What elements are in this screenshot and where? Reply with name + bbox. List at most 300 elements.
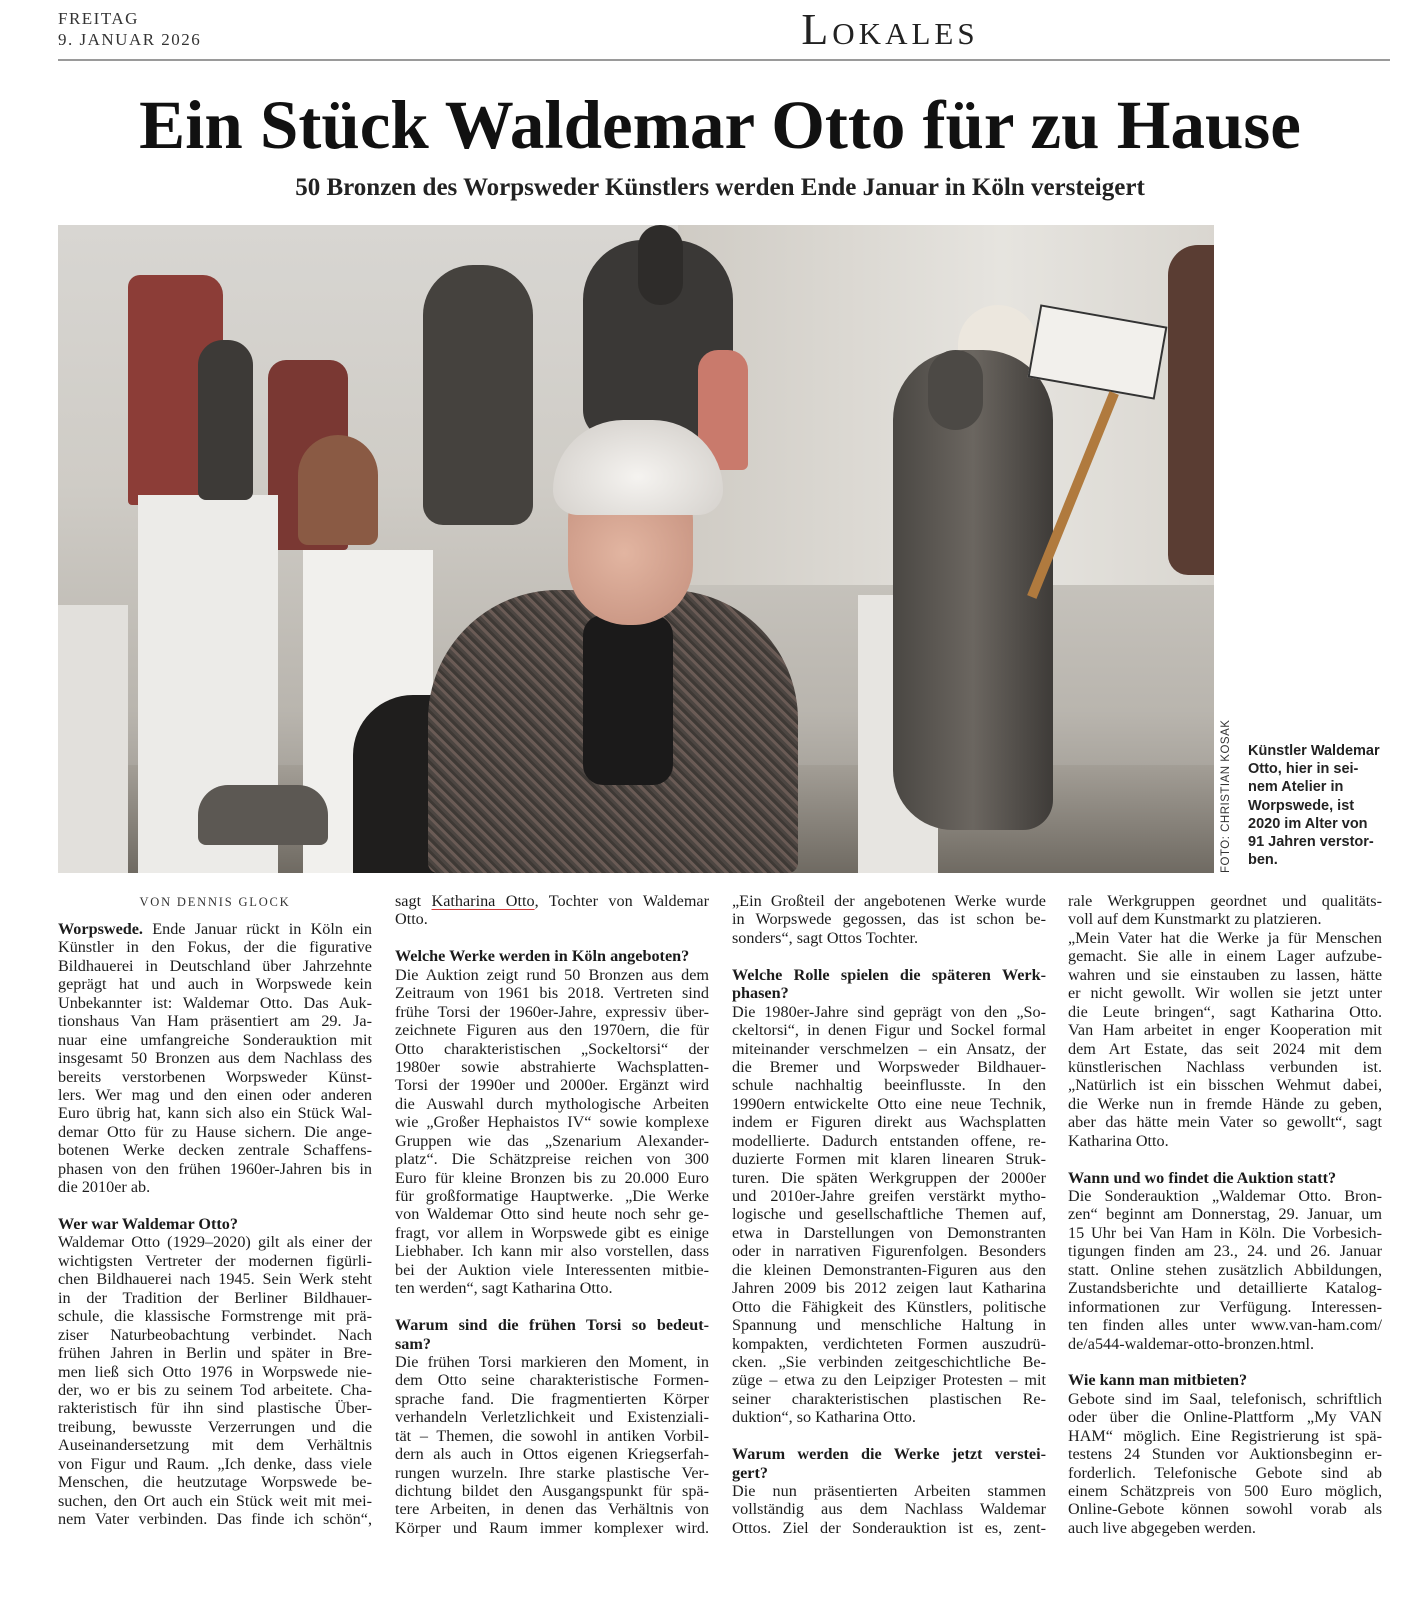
photo-sculpture-bust <box>298 435 378 545</box>
paragraph <box>732 1482 1046 1537</box>
text-segment: testens 24 Stunden vor Auktionsbeginn er- <box>1068 1445 1382 1464</box>
text-segment: die Werke nun in fremde Hände zu geben, <box>1068 1094 1382 1113</box>
text-segment: wahren und sie einstauben zu lassen, hätte <box>1068 965 1382 984</box>
text-segment: Jahren 2009 bis 2012 zeigen laut Katharina <box>732 1279 1046 1298</box>
paragraph-gap <box>732 1427 1046 1445</box>
text-line <box>395 984 709 1002</box>
photo-caption <box>1248 742 1380 869</box>
article-title: Ein Stück Waldemar Otto für zu Hause <box>139 87 1301 163</box>
text-segment: Euro für kleine Bronzen bis zu 20.000 Euro <box>395 1168 709 1187</box>
text-segment: gemacht. Sie alle in einem Lager aufzube- <box>1068 947 1382 966</box>
photo-plinth <box>58 605 128 873</box>
article-photo <box>58 225 1214 873</box>
text-segment: men ließ sich Otto 1976 in Worpswede nie- <box>58 1362 372 1381</box>
text-line <box>1068 1242 1382 1260</box>
paragraph <box>395 892 709 929</box>
text-segment: Die 1980er-Jahre sind geprägt von den „So- <box>732 1002 1046 1021</box>
text-line <box>395 1335 709 1353</box>
text-segment: vollständig aus dem Nachlass Waldemar <box>732 1500 1046 1519</box>
text-segment: die kleinen Demonstranten-Figuren aus den <box>732 1260 1046 1279</box>
text-line <box>732 1519 1046 1537</box>
text-segment: chen Bildhauerei nach 1945. Sein Werk steht <box>58 1270 372 1289</box>
text-segment: Wer war Waldemar Otto? <box>58 1215 238 1233</box>
text-segment: dichtung bildet den Ausgangspunkt für spä- <box>395 1482 709 1500</box>
text-line <box>58 1178 372 1196</box>
text-segment: von Waldemar Otto sind heute noch sehr ge- <box>395 1205 709 1224</box>
text-segment: Die nun präsentierten Arbeiten stammen <box>732 1482 1046 1500</box>
text-segment: ten werden“, sagt Katharina Otto. <box>395 1279 613 1298</box>
text-segment: Zeitraum von 1961 bis 2018. Vertreten sind <box>395 984 709 1003</box>
text-line <box>1068 1040 1382 1058</box>
text-line <box>395 1427 709 1445</box>
text-segment: indem er Figuren direkt aus Wachsplatten <box>732 1113 1046 1132</box>
text-line <box>58 1252 372 1270</box>
section-heading <box>732 1445 1046 1482</box>
text-segment: Auseinandersetzung mit dem Verhältnis <box>58 1436 372 1455</box>
text-segment: Spannung und menschliche Haltung in <box>732 1316 1046 1335</box>
text-line <box>395 1169 709 1187</box>
text-segment: Künstler in den Fokus, der die figurative <box>58 938 372 957</box>
text-line <box>1068 1205 1382 1223</box>
text-segment: Ende Januar rückt in Köln ein <box>142 920 372 938</box>
text-line <box>1068 1003 1382 1021</box>
caption-line: 2020 im Alter von <box>1248 815 1368 832</box>
text-line <box>395 1076 709 1094</box>
text-line <box>58 1068 372 1086</box>
text-line <box>1068 1169 1382 1187</box>
text-line <box>1068 966 1382 984</box>
text-line <box>395 1316 709 1334</box>
photo-artist-shirt <box>583 615 673 785</box>
text-line <box>732 1408 1046 1426</box>
text-line <box>1068 1335 1382 1353</box>
text-line <box>58 1289 372 1307</box>
text-line <box>395 1132 709 1150</box>
date: 9. JANUAR 2026 <box>58 30 202 49</box>
text-line <box>732 1076 1046 1094</box>
text-segment: schule, die klassische Formstrenge mit prä- <box>58 1307 372 1326</box>
text-segment: 1990ern entwickelte Otto eine neue Technik, <box>732 1094 1046 1113</box>
text-line <box>1068 1500 1382 1518</box>
section-heading <box>395 947 709 965</box>
text-segment: miteinander verschmelzen – ein Ansatz, der <box>732 1039 1046 1058</box>
text-line <box>1068 1390 1382 1408</box>
text-line <box>395 966 709 984</box>
paragraph-gap <box>395 929 709 947</box>
text-line <box>58 1455 372 1473</box>
text-line <box>732 1040 1046 1058</box>
text-segment: Die Sonderauktion „Waldemar Otto. Bron- <box>1068 1187 1382 1205</box>
text-segment: informationen zur Verfügung. Interessen- <box>1068 1297 1382 1316</box>
text-segment: von Figur und Raum. „Ich denke, dass viele <box>58 1454 372 1473</box>
text-line <box>58 1399 372 1417</box>
text-segment: die Bremer und Worpsweder Bildhauer- <box>732 1057 1046 1076</box>
text-line <box>732 1279 1046 1297</box>
text-segment: modellierte. Dadurch entstanden offene, re- <box>732 1131 1046 1150</box>
text-segment: züge – etwa zu den Leipziger Protesten – mit <box>732 1371 1046 1390</box>
text-line <box>1068 1261 1382 1279</box>
text-segment: suchen, den Ort auch ein Stück weit mit mei- <box>58 1491 372 1510</box>
text-segment: die 2010er ab. <box>58 1178 151 1197</box>
text-segment: 15 Uhr bei Van Ham in Köln. Die Vorbesich- <box>1068 1223 1382 1242</box>
text-line <box>58 1215 372 1233</box>
paragraph <box>58 1233 372 1528</box>
section-heading <box>395 1316 709 1353</box>
paragraph <box>1068 1390 1382 1538</box>
text-line <box>732 1390 1046 1408</box>
text-line <box>395 910 709 928</box>
text-segment: statt. Online stehen zusätzlich Abbildungen, <box>1068 1260 1382 1279</box>
caption-line: Künstler Waldemar <box>1248 743 1380 759</box>
text-segment: aber das hätte mein Vater so gewollt“, sagt <box>1068 1113 1382 1132</box>
text-line <box>732 1464 1046 1482</box>
text-segment: Zustandsberichte und detaillierte Katalog- <box>1068 1279 1382 1298</box>
text-segment: tionshaus Van Ham präsentiert am 29. Ja- <box>58 1012 372 1031</box>
text-segment: Welche Werke werden in Köln angeboten? <box>395 947 690 966</box>
text-line <box>58 1031 372 1049</box>
text-line <box>395 1482 709 1500</box>
article-column <box>732 892 1046 1537</box>
text-line <box>395 1519 709 1537</box>
text-segment: Otto charakteristischen „Sockeltorsi“ der <box>395 1039 709 1058</box>
text-line <box>395 1279 709 1297</box>
text-line <box>732 1371 1046 1389</box>
text-segment: geprägt hat und auch in Worpswede kein <box>58 975 372 994</box>
text-segment: frühe Torsi der 1960er-Jahre, expressiv über- <box>395 1002 709 1021</box>
text-line <box>732 929 1046 947</box>
text-segment: Online-Gebote können sowohl vorab als <box>1068 1500 1382 1519</box>
paragraph <box>395 966 709 1298</box>
text-segment: in der Tradition der Berliner Bildhauer- <box>58 1288 372 1307</box>
text-segment: bereits verstorbenen Worpsweder Künst- <box>58 1067 372 1086</box>
paragraph <box>732 892 1046 947</box>
text-segment: Ottos. Ziel der Sonderauktion ist es, zent- <box>732 1518 1046 1537</box>
text-segment: platz“. Die Schätzpreise reichen von 300 <box>395 1150 709 1169</box>
text-line <box>732 1445 1046 1463</box>
text-segment: Otto die Fähigkeit des Künstlers, politische <box>732 1297 1046 1316</box>
text-segment: botenen Werke decken zentrale Schaffens- <box>58 1141 372 1160</box>
text-line <box>1068 947 1382 965</box>
photo-sculpture-right-edge <box>1168 245 1214 575</box>
text-line <box>732 1058 1046 1076</box>
text-line <box>58 938 372 956</box>
text-segment: Warum sind die frühen Torsi so bedeut- <box>395 1316 709 1335</box>
text-line <box>58 1141 372 1159</box>
section-heading <box>58 1215 372 1233</box>
text-segment: fragt, vor allem in Worpswede gibt es einige <box>395 1223 709 1242</box>
text-segment: rale Werkgruppen geordnet und qualitäts- <box>1068 892 1382 910</box>
text-segment: er nicht gewollt. Wir wollen sie jetzt unter <box>1068 984 1382 1003</box>
text-line <box>1068 929 1382 947</box>
text-line <box>58 1160 372 1178</box>
text-line <box>395 1445 709 1463</box>
text-segment: Wie kann man mitbieten? <box>1068 1371 1248 1390</box>
text-line <box>58 1012 372 1030</box>
text-segment: wichtigsten Vertreter der modernen figürli- <box>58 1251 372 1270</box>
text-segment: die Auswahl durch mythologische Arbeiten <box>395 1094 709 1113</box>
text-line <box>1068 1371 1382 1389</box>
text-segment: zen“ beginnt am Donnerstag, 29. Januar, um <box>1068 1205 1382 1224</box>
text-line <box>395 1500 709 1518</box>
text-segment: lers. Wer mag und den einen oder anderen <box>58 1085 372 1104</box>
paragraph <box>58 920 372 1197</box>
text-line <box>732 1224 1046 1242</box>
text-segment: Menschen, die heutzutage Worpswede be- <box>58 1473 372 1492</box>
caption-line: Otto, hier in sei- <box>1248 761 1359 778</box>
text-line <box>58 1363 372 1381</box>
photo-sculpture-head <box>638 225 683 305</box>
text-segment: Warum werden die Werke jetzt verstei- <box>732 1445 1046 1464</box>
text-segment: Unbekannter ist: Waldemar Otto. Das Auk- <box>58 993 372 1012</box>
photo-credit: FOTO: CHRISTIAN KOSAK <box>1220 719 1232 873</box>
text-segment: turen. Die späten Werkgruppen der 2000er <box>732 1168 1046 1187</box>
text-segment: künstlerischen Nachlass verbunden ist. <box>1068 1057 1382 1076</box>
text-line <box>732 1187 1046 1205</box>
text-line <box>395 1058 709 1076</box>
text-line <box>732 892 1046 910</box>
text-segment: tät – Themen, die sowohl in antiken Vorbil- <box>395 1426 709 1445</box>
text-segment: sagt <box>395 892 432 910</box>
author-byline: VON DENNIS GLOCK <box>139 895 291 909</box>
text-line <box>395 947 709 965</box>
text-segment: Die frühen Torsi markieren den Moment, in <box>395 1352 709 1371</box>
text-line <box>732 1298 1046 1316</box>
caption-line: Worpswede, ist <box>1248 797 1355 814</box>
caption-line: 91 Jahren verstor- <box>1248 834 1374 851</box>
text-line <box>58 1436 372 1454</box>
text-segment: de/a544-waldemar-otto-bronzen.html. <box>1068 1334 1314 1353</box>
dateline: Worpswede. <box>58 920 143 938</box>
paragraph <box>395 1353 709 1537</box>
text-line <box>395 1371 709 1389</box>
text-segment: wie „Großer Hephaistos IV“ sowie komplexe <box>395 1113 709 1132</box>
text-segment: rungen wurzeln. Ihre starke plastische Ver- <box>395 1463 709 1482</box>
text-segment: Welche Rolle spielen die späteren Werk- <box>732 965 1046 984</box>
text-segment: tere Arbeiten, in denen das Verhältnis von <box>395 1500 709 1519</box>
text-segment: Katharina Otto. <box>1068 1131 1169 1150</box>
text-line <box>1068 1427 1382 1445</box>
text-segment: schule nachhaltig beeinflusste. In den <box>732 1076 1046 1095</box>
text-segment: demar Otto für zu Hause sichern. Die ange- <box>58 1122 372 1141</box>
text-line <box>732 1500 1046 1518</box>
text-segment: sam? <box>395 1334 431 1353</box>
photo-sculpture-figure-small <box>198 340 253 500</box>
paragraph <box>1068 929 1382 1150</box>
text-line <box>732 1353 1046 1371</box>
text-line <box>1068 910 1382 928</box>
text-line <box>58 1418 372 1436</box>
text-line <box>1068 1095 1382 1113</box>
text-line <box>58 1049 372 1067</box>
article-column <box>395 892 709 1537</box>
text-segment: kompakten, verdichteten Formen auszudrü- <box>732 1334 1046 1353</box>
text-segment: oder über die Online-Plattform „My VAN <box>1068 1408 1382 1427</box>
text-segment: sonders“, sagt Ottos Tochter. <box>732 928 919 947</box>
text-line <box>395 1095 709 1113</box>
photo-sculpture-reclining <box>198 785 328 845</box>
text-line <box>1068 1132 1382 1150</box>
text-line <box>58 1381 372 1399</box>
text-segment: Euro übrig hat, kann sich also ein Stück Wal- <box>58 1104 372 1123</box>
text-line <box>1068 1464 1382 1482</box>
text-segment: Die Auktion zeigt rund 50 Bronzen aus dem <box>395 965 709 984</box>
paragraph-gap <box>395 1298 709 1316</box>
text-segment: dem Art Estate, das seit 2024 mit dem <box>1068 1039 1382 1058</box>
weekday: FREITAG <box>58 9 139 28</box>
text-line <box>732 1335 1046 1353</box>
text-line <box>58 1344 372 1362</box>
text-line <box>58 1492 372 1510</box>
paragraph <box>1068 892 1382 929</box>
text-segment: Bildhauerei in Deutschland über Jahrzehnte <box>58 956 372 975</box>
text-line <box>58 1510 372 1528</box>
text-segment: ckeltorsi“, in denen Figur und Sockel formal <box>732 1021 1046 1040</box>
text-line <box>58 975 372 993</box>
text-segment: logische und gesellschaftliche Themen auf, <box>732 1205 1046 1224</box>
text-segment: zeichnete Figuren aus den 1970ern, die für <box>395 1021 709 1040</box>
text-line <box>1068 1224 1382 1242</box>
section-name: Lokales <box>801 5 979 54</box>
text-line <box>395 1187 709 1205</box>
text-line <box>732 1261 1046 1279</box>
text-line <box>395 1040 709 1058</box>
text-line <box>1068 1482 1382 1500</box>
text-line <box>1068 1445 1382 1463</box>
text-segment: gert? <box>732 1463 768 1482</box>
text-line <box>1068 1408 1382 1426</box>
text-segment: dem Otto seine charakteristische Formen- <box>395 1371 709 1390</box>
text-segment: frühen Jahren in Berlin und später in Bre- <box>58 1344 372 1363</box>
text-line <box>58 1233 372 1251</box>
text-line <box>58 1104 372 1122</box>
text-segment: , Tochter von Waldemar <box>534 892 709 910</box>
text-line <box>395 1353 709 1371</box>
text-segment: rakteristisch für ihn sind plastische Über- <box>58 1399 372 1418</box>
text-line <box>732 1132 1046 1150</box>
text-line <box>732 1169 1046 1187</box>
text-segment: sprache fand. Die fragmentierten Körper <box>395 1389 709 1408</box>
text-segment: ten finden alles unter www.van-ham.com/ <box>1068 1316 1382 1335</box>
text-segment: bei der Auktion viele Interessenten mitbie- <box>395 1260 709 1279</box>
text-segment: der, wo er bis zu seinem Tod arbeitete. Cha- <box>58 1380 372 1399</box>
text-line <box>395 1113 709 1131</box>
text-line <box>1068 1076 1382 1094</box>
paragraph-gap <box>58 1197 372 1215</box>
text-segment: duktion“, so Katharina Otto. <box>732 1408 916 1427</box>
section-heading <box>1068 1371 1382 1389</box>
paragraph-gap <box>732 947 1046 965</box>
text-line <box>58 1326 372 1344</box>
text-segment: HAM“ möglich. Eine Registrierung ist spä- <box>1068 1426 1382 1445</box>
section-heading <box>732 966 1046 1003</box>
text-segment: treibung, bewusste Verzerrungen und die <box>58 1417 372 1436</box>
text-line <box>395 1261 709 1279</box>
text-line <box>58 1307 372 1325</box>
text-segment: „Ein Großteil der angebotenen Werke wurde <box>732 892 1046 910</box>
text-line <box>58 1473 372 1491</box>
text-segment: Wann und wo findet die Auktion statt? <box>1068 1168 1337 1187</box>
text-line <box>58 1086 372 1104</box>
text-segment: nuar eine umfangreiche Sonderauktion mit <box>58 1030 372 1049</box>
text-line <box>395 1224 709 1242</box>
text-line <box>395 892 709 910</box>
text-line <box>1068 1058 1382 1076</box>
text-segment: für großformatige Hauptwerke. „Die Werke <box>395 1187 709 1205</box>
paragraph <box>1068 1187 1382 1353</box>
text-segment: dern als auch in Ottos eigenen Kriegserfah- <box>395 1445 709 1464</box>
article-subtitle: 50 Bronzen des Worpsweder Künstlers werden Ende Januar in Köln versteigert <box>295 174 1145 201</box>
paragraph-gap <box>1068 1150 1382 1168</box>
text-segment: insgesamt 50 Bronzen aus dem Nachlass des <box>58 1049 372 1068</box>
text-segment: seiner charakteristischen plastischen Re- <box>732 1389 1046 1408</box>
text-segment: einem Schätzpreis von 500 Euro möglich, <box>1068 1482 1382 1500</box>
text-segment: Waldemar Otto (1929–2020) gilt als einer der <box>58 1233 372 1252</box>
highlighted-name: Katharina Otto <box>431 892 535 910</box>
text-line <box>1068 1316 1382 1334</box>
text-line <box>395 1390 709 1408</box>
caption-line: nem Atelier in <box>1248 779 1344 796</box>
text-line <box>732 1003 1046 1021</box>
text-line <box>395 1242 709 1260</box>
text-line <box>1068 1113 1382 1131</box>
text-line <box>732 1205 1046 1223</box>
text-segment: Gruppen wie das „Szenarium Alexander- <box>395 1131 709 1150</box>
text-line <box>732 1113 1046 1131</box>
text-line <box>58 957 372 975</box>
text-segment: 1980er sowie abstrahierte Wachsplatten- <box>395 1057 709 1076</box>
text-segment: Torsi der 1990er und 2000er. Ergänzt wird <box>395 1076 709 1095</box>
text-segment: forderlich. Telefonische Gebote sind ab <box>1068 1463 1382 1482</box>
text-segment: voll auf dem Kunstmarkt zu platzieren. <box>1068 910 1322 929</box>
text-segment: ziser Naturbeobachtung verbindet. Nach <box>58 1325 372 1344</box>
text-line <box>732 1095 1046 1113</box>
text-line <box>1068 892 1382 910</box>
photo-sculpture-figure <box>423 265 533 525</box>
text-segment: oder in narrativen Figurenfolgen. Besonders <box>732 1242 1046 1261</box>
text-segment: „Mein Vater hat die Werke ja für Menschen <box>1068 928 1382 947</box>
text-segment: verhandeln Verletzlichkeit und Existenziali- <box>395 1408 709 1427</box>
text-line <box>395 1205 709 1223</box>
text-line <box>58 994 372 1012</box>
text-line <box>732 910 1046 928</box>
text-segment: „Natürlich ist ein bisschen Wehmut dabei, <box>1068 1076 1382 1095</box>
text-line <box>58 920 372 938</box>
text-segment: phasen? <box>732 984 789 1003</box>
text-segment: Gebote sind im Saal, telefonisch, schriftlich <box>1068 1389 1382 1408</box>
text-line <box>395 1408 709 1426</box>
text-line <box>1068 984 1382 1002</box>
article-column <box>1068 892 1382 1537</box>
issue-date <box>58 8 201 50</box>
text-segment: Van Ham arbeitet in enger Kooperation mit <box>1068 1021 1382 1040</box>
text-segment: phasen von den frühen 1960er-Jahren bis in <box>58 1159 372 1178</box>
text-line <box>732 984 1046 1002</box>
paragraph-gap <box>1068 1353 1382 1371</box>
paragraph <box>732 1003 1046 1427</box>
text-segment: Liebhaber. Ich kann mir also vorstellen, dass <box>395 1242 709 1261</box>
header-rule <box>58 59 1390 61</box>
text-segment: Otto. <box>395 910 428 929</box>
text-segment: etwa in Darstellungen von Demonstranten <box>732 1223 1046 1242</box>
text-line <box>395 1003 709 1021</box>
text-segment: auch live abgegeben werden. <box>1068 1518 1256 1537</box>
text-line <box>732 1242 1046 1260</box>
text-line <box>732 1482 1046 1500</box>
text-line <box>58 1123 372 1141</box>
text-line <box>732 1316 1046 1334</box>
text-line <box>732 966 1046 984</box>
text-line <box>732 1150 1046 1168</box>
